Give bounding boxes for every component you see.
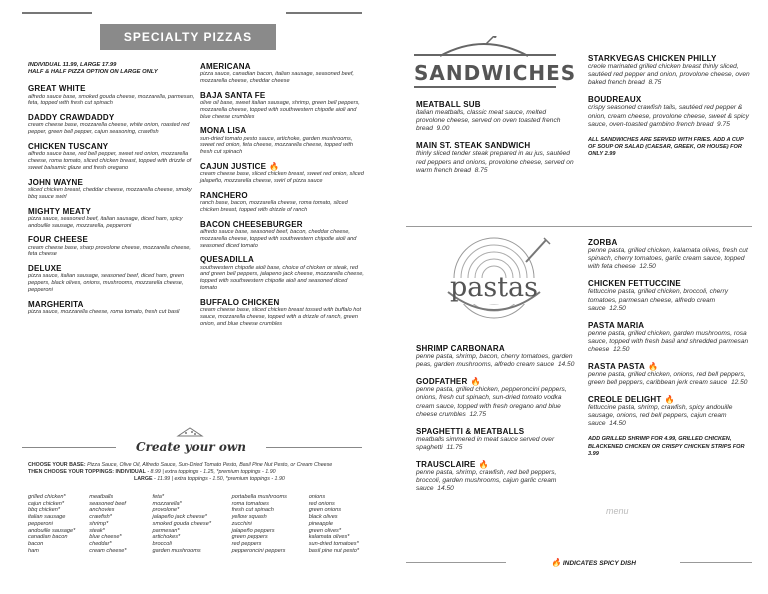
choose-base-line <box>28 462 368 469</box>
menu-item-name-text: JOHN WAYNE <box>28 177 84 187</box>
toppings-column <box>309 494 368 554</box>
menu-item-description <box>28 245 196 259</box>
specialty-pizzas-title: SPECIALTY PIZZAS <box>123 30 253 44</box>
pasta-add-note: ADD GRILLED SHRIMP FOR 4.99, GRILLED CHICKEN, BLACKENED CHICKEN OR CRISPY CHICKEN STRIPS FOR 3.99 <box>588 436 745 457</box>
menu-item-price: 12.50 <box>639 263 656 271</box>
menu-item-name-text: MIGHTY MEATY <box>28 206 91 216</box>
menu-item-name-text: BACON CHEESEBURGER <box>200 219 303 229</box>
menu-item-name-text: DELUXE <box>28 264 62 274</box>
menu-item-name <box>200 91 364 100</box>
flame-icon: 🔥 <box>478 459 489 469</box>
topping-item: sun-dried tomatoes* <box>308 540 359 547</box>
menu-item-description-text: cream cheese base, sliced chicken breast tossed with buffalo hot sauce, mozzarella cheese, topped with a drizzle of ranch, green onion, and blue cheese crumbles <box>200 306 362 327</box>
menu-item-name <box>588 321 750 330</box>
menu-item-name-text: ZORBA <box>588 238 618 247</box>
menu-item-description <box>28 122 196 136</box>
menu-item-name <box>28 142 196 151</box>
pastas-title: pastas <box>449 272 539 303</box>
sandwich-bun-icon <box>434 36 534 58</box>
topping-item: cajun chicken* <box>28 500 65 507</box>
menu-item-description <box>416 386 576 418</box>
menu-item-description <box>28 309 196 316</box>
menu-item-description <box>200 265 364 292</box>
topping-item: zucchini <box>231 520 252 527</box>
topping-item: canadian bacon <box>28 534 68 541</box>
menu-item <box>200 126 364 156</box>
topping-item: portabella mushrooms <box>231 494 287 500</box>
menu-item <box>28 264 196 294</box>
sandwich-column-1 <box>416 100 576 183</box>
menu-item-description-text: creole marinated grilled chicken breast thinly sliced, sautéed red pepper and onion, provolone cheese, oven baked french bread <box>588 63 750 87</box>
menu-item-name-text: GREAT WHITE <box>28 84 86 94</box>
menu-item <box>28 84 196 107</box>
menu-item-name-text: MARGHERITA <box>28 299 84 309</box>
topping-item: black olives <box>308 514 338 521</box>
menu-item-name <box>200 220 364 229</box>
topping-item: onions <box>308 494 326 500</box>
menu-item-name <box>28 264 196 273</box>
pasta-column-1 <box>416 344 576 501</box>
menu-item-name <box>588 54 750 63</box>
menu-item-name <box>416 377 576 386</box>
menu-item <box>200 62 364 85</box>
menu-item-description <box>416 469 576 493</box>
topping-item: broccoli <box>152 540 172 547</box>
menu-item-description-text: penne pasta, shrimp, bacon, cherry tomatoes, garden peas, garden mushrooms, alfredo cream sauce <box>416 353 573 369</box>
topping-item: smoked gouda cheese* <box>152 520 211 527</box>
topping-item: pepperoni <box>28 520 53 527</box>
menu-item-name <box>28 84 196 93</box>
menu-item <box>200 191 364 214</box>
toppings-column <box>153 494 232 554</box>
menu-item-name-text: RANCHERO <box>200 190 248 200</box>
menu-item-name <box>588 238 750 247</box>
toppings-column <box>89 494 152 554</box>
menu-item-name-text: BAJA SANTA FE <box>200 90 266 100</box>
topping-item: bbq chicken* <box>28 507 61 514</box>
menu-item-description <box>28 187 196 201</box>
menu-item <box>588 238 750 271</box>
flame-icon: 🔥 <box>648 361 659 371</box>
menu-item-name <box>416 141 576 150</box>
toppings-individual-line <box>28 469 368 476</box>
menu-item-description-text: penne pasta, shrimp, crawfish, red bell peppers, broccoli, garden mushrooms, cajun garlic cream sauce <box>416 469 557 493</box>
menu-item-description-text: fettuccine pasta, shrimp, crawfish, spicy andouille sausage, onions, red bell peppers, cajun cream sauce <box>588 404 733 428</box>
menu-item-description-text: cream cheese base, mozzarella cheese, white onion, roasted red pepper, green bell pepper, cajun seasoning, crawfish <box>28 122 190 136</box>
menu-item-name-text: GODFATHER <box>416 377 468 387</box>
menu-item <box>28 142 196 172</box>
menu-item-description <box>588 63 750 87</box>
menu-item-name-text: SHRIMP CARBONARA <box>416 344 505 353</box>
pasta-column-2 <box>588 238 750 458</box>
topping-item: green peppers <box>231 534 268 541</box>
menu-item <box>28 300 196 316</box>
topping-item: garden mushrooms <box>152 547 201 554</box>
sandwiches-logo <box>414 54 577 88</box>
spicy-rule-right <box>680 562 752 563</box>
topping-item: feta* <box>152 494 165 500</box>
toppings-column <box>28 494 89 554</box>
menu-item-description-text: sliced chicken breast, cheddar cheese, mozzarella cheese, smoky bbq sauce swirl <box>28 186 192 200</box>
menu-item-description-text: meatballs simmered in meat sauce served over spaghetti <box>416 435 555 451</box>
menu-item-name <box>588 95 750 104</box>
menu-item <box>28 207 196 230</box>
menu-item-description-text: pizza sauce, seasoned beef, italian sausage, diced ham, spicy andouille sausage, mozzarella, pepperoni <box>28 215 183 229</box>
menu-item-name <box>200 162 364 171</box>
menu-item-description-text: pizza sauce, italian sausage, seasoned beef, diced ham, green peppers, black olives, onions, mushrooms, mozzarella cheese, pepperoni <box>28 273 185 293</box>
menu-item-description-text: alfredo sauce base, smoked gouda cheese, mozzarella, parmesan, feta, topped with fresh cut spinach <box>28 93 195 107</box>
menu-item <box>588 321 750 354</box>
topping-item: artichokes* <box>152 534 181 541</box>
menu-item-description-text: fettuccine pasta, grilled chicken, broccoli, cherry tomatoes, parmesan cheese, alfredo cream sauce <box>588 288 728 312</box>
menu-item-name <box>588 362 750 371</box>
topping-item: green olives* <box>308 527 342 534</box>
menu-item-name-text: AMERICANA <box>200 62 251 71</box>
menu-item-description-text: olive oil base, sweet italian sausage, shrimp, green bell peppers, mozzarella cheese, topped with southwestern chipotle aioli and blue cheese crumbles <box>200 100 360 120</box>
topping-item: parmesan* <box>152 527 180 534</box>
menu-item-description-text: italian meatballs, classic meat sauce, melted provolone cheese, served on oven toasted french bread <box>416 109 561 133</box>
menu-item <box>416 377 576 418</box>
spicy-legend <box>502 558 682 567</box>
menu-item-name-text: PASTA MARIA <box>588 320 645 330</box>
menu-item <box>588 95 750 128</box>
section-divider <box>406 226 752 227</box>
menu-item-name <box>416 460 576 469</box>
menu-item <box>200 162 364 185</box>
menu-item-name-text: CAJUN JUSTICE <box>200 162 267 172</box>
menu-item-price: 12.75 <box>469 410 487 418</box>
menu-item-name-text: BUFFALO CHICKEN <box>200 297 280 307</box>
menu-item <box>416 344 576 369</box>
menu-item-name-text: FOUR CHEESE <box>28 235 88 245</box>
menu-item-price: 12.50 <box>730 379 748 387</box>
menu-item-description-text: southwestern chipotle aioli base, choice of chicken or steak, red and green bell peppers, jalapeno jack cheese, mozzarella cheese, topped with southwestern chipotle aioli and seasoned diced tomato <box>200 264 364 291</box>
menu-item-description-text: pizza sauce, canadian bacon, italian sausage, seasoned beef, mozzarella cheese, cheddar cheese <box>200 71 354 84</box>
menu-item-name <box>200 255 364 264</box>
menu-item <box>200 255 364 291</box>
menu-item-name <box>200 298 364 307</box>
menu-item-name-text: QUESADILLA <box>200 255 254 265</box>
menu-item-price: 9.00 <box>436 125 450 133</box>
create-your-own-title: Create your own <box>136 440 246 454</box>
menu-item-name <box>28 300 196 309</box>
menu-item-name <box>200 191 364 200</box>
pastas-logo <box>426 236 562 330</box>
menu-item-name <box>28 235 196 244</box>
menu-item-description <box>28 273 196 293</box>
topping-item: provolone* <box>152 507 180 514</box>
topping-item: fresh cut spinach <box>231 507 274 514</box>
menu-item-name <box>28 207 196 216</box>
menu-item-name-text: TRAUSCLAIRE <box>416 459 476 469</box>
right-panel <box>384 0 768 594</box>
menu-item-name <box>200 62 364 71</box>
large-label: LARGE <box>134 476 153 483</box>
sandwich-note: ALL SANDWICHES ARE SERVED WITH FRIES. ADD A CUP OF SOUP OR SALAD (CAESAR, GREEK, OR HOUSE) FOR ONLY 2.99 <box>588 136 744 158</box>
menu-item-description <box>588 247 750 271</box>
toppings-individual-text: - 8.99 | extra toppings - 1.25, *premium toppings - 1.90 <box>147 469 276 476</box>
pizza-list-1 <box>28 84 196 315</box>
spicy-legend-text: INDICATES SPICY DISH <box>562 560 636 567</box>
menu-item-name-text: CREOLE DELIGHT <box>588 395 662 405</box>
menu-item-price: 12.50 <box>609 304 626 312</box>
topping-item: mozzarella* <box>152 500 182 507</box>
banner-rule-left <box>22 12 92 14</box>
flame-icon: 🔥 <box>551 558 562 567</box>
menu-item-description-text: ranch base, bacon, mozzarella cheese, roma tomato, sliced chicken breast, topped with drizzle of ranch <box>200 200 348 213</box>
large-text: - 11.99 | extra toppings - 1.50, *premium toppings - 1.90 <box>154 476 285 483</box>
menu-item-name-text: MAIN ST. STEAK SANDWICH <box>416 141 531 151</box>
sandwich-list-2 <box>588 54 750 129</box>
menu-item <box>28 178 196 201</box>
toppings-large-line <box>28 476 368 483</box>
menu-item-description-text: penne pasta, grilled chicken, pepperoncini peppers, onions, fresh cut spinach, sun-dried tomato vodka cream sauce, topped with fresh oregano and blue cheese crumbles <box>416 386 567 418</box>
pizza-pricing-line-1: INDIVIDUAL 11.99, LARGE 17.99 <box>28 62 117 68</box>
pizza-list-2 <box>200 62 364 327</box>
menu-item-description <box>588 404 750 428</box>
topping-item: anchovies <box>89 507 115 514</box>
menu-item-name <box>588 279 750 288</box>
menu-item <box>416 141 576 174</box>
create-rule-left <box>22 447 116 448</box>
menu-item-name <box>416 100 576 109</box>
menu-item-description <box>416 109 576 133</box>
menu-item-description <box>28 151 196 171</box>
menu-item-description <box>28 94 196 108</box>
menu-item-description-text: cream cheese base, sharp provolone cheese, mozzarella cheese, feta cheese <box>28 244 191 258</box>
menu-item-price: 14.50 <box>557 361 575 369</box>
pasta-list-2 <box>588 238 750 428</box>
topping-item: shrimp* <box>89 520 109 527</box>
menu-item-description-text: alfredo sauce base, seasoned beef, bacon, cheddar cheese, mozzarella cheese, topped with southwestern chipotle aioli and seasoned diced tomato <box>200 228 357 249</box>
menu-item-description-text: thinly sliced tender steak prepared in au jus, sautéed red peppers and onions, provolone cheese, served on warm french bread <box>416 150 574 174</box>
menu-item <box>416 427 576 452</box>
flame-icon: 🔥 <box>470 377 481 387</box>
topping-item: jalapeño jack cheese* <box>152 514 207 521</box>
menu-item <box>588 362 750 387</box>
sandwich-column-2 <box>588 54 750 158</box>
choose-base-text: Pizza Sauce, Olive Oil, Alfredo Sauce, Sun-Dried Tomato Pesto, Basil Pine Nut Pesto, or Cream Cheese <box>87 462 333 468</box>
menu-item-description <box>200 307 364 327</box>
menu-item <box>28 235 196 258</box>
menu-item-name <box>200 126 364 135</box>
menu-item-description <box>200 171 364 185</box>
menu-item-name <box>416 427 576 436</box>
topping-item: blue cheese* <box>89 534 122 541</box>
menu-item-name-text: DADDY CRAWDADDY <box>28 113 115 123</box>
menu-item-description <box>416 150 576 174</box>
menu-item-description <box>200 229 364 249</box>
topping-item: crawfish* <box>89 514 112 521</box>
menu-item-description-text: penne pasta, grilled chicken, kalamata olives, fresh cut spinach, cherry tomatoes, garlic cream sauce, topped with feta cheese <box>588 247 748 271</box>
menu-item <box>588 279 750 312</box>
topping-item: cheddar* <box>89 540 112 547</box>
menu-item-description <box>200 71 364 85</box>
topping-item: grilled chicken* <box>28 494 66 500</box>
menu-item <box>416 100 576 133</box>
menu-item-name-text: MEATBALL SUB <box>416 100 481 109</box>
flame-icon: 🔥 <box>664 395 675 405</box>
menu-item-name-text: CHICKEN TUSCANY <box>28 142 109 152</box>
watermark: menu <box>606 506 629 516</box>
menu-item-description-text: crispy seasoned crawfish tails, sautéed red pepper & onion, cream cheese, provolone cheese, sweet & spicy sauce, oven-toasted gambino french bread <box>588 104 749 128</box>
menu-item-description <box>588 371 750 387</box>
topping-item: yellow squash <box>231 514 267 521</box>
topping-item: meatballs <box>89 494 114 500</box>
menu-item-price: 8.75 <box>648 79 662 87</box>
choose-base-label: CHOOSE YOUR BASE: <box>28 462 86 468</box>
specialty-pizzas-banner <box>90 24 286 50</box>
menu-item-name-text: CHICKEN FETTUCCINE <box>588 279 681 289</box>
menu-item-description <box>416 353 576 369</box>
menu-item-name-text: STARKVEGAS CHICKEN PHILLY <box>588 54 717 63</box>
toppings-column <box>232 494 309 554</box>
menu-item-description <box>588 104 750 128</box>
sandwich-list-1 <box>416 100 576 175</box>
menu-item-description <box>200 200 364 214</box>
menu-item-name-text: SPAGHETTI & MEATBALLS <box>416 426 525 436</box>
topping-item: kalamata olives* <box>308 534 350 541</box>
pizza-slice-icon <box>176 427 204 439</box>
menu-item-price: 14.50 <box>609 420 626 428</box>
topping-item: cream cheese* <box>89 547 127 554</box>
topping-item: pineapple <box>308 520 333 527</box>
pizza-column-1 <box>28 62 196 322</box>
menu-item-name <box>588 395 750 404</box>
toppings-label: THEN CHOOSE YOUR TOPPINGS: INDIVIDUAL <box>28 469 146 476</box>
topping-item: steak* <box>89 527 105 534</box>
menu-item-description-text: alfredo sauce base, red bell pepper, sweet red onion, mozzarella cheese, roma tomato, sliced chicken breast, topped with drizzle of sweet balsamic glaze and fresh oregano <box>28 151 192 171</box>
menu-item-name-text: BOUDREAUX <box>588 95 642 105</box>
menu-item <box>588 395 750 428</box>
menu-item-name <box>416 344 576 353</box>
topping-item: jalapeño peppers <box>231 527 275 534</box>
create-rule-right <box>266 447 362 448</box>
topping-item: green onions <box>308 507 342 514</box>
menu-item-description <box>588 288 750 312</box>
menu-item-price: 12.50 <box>612 345 630 353</box>
menu-item-description-text: sun-dried tomato pesto sauce, artichoke, garden mushrooms, sweet red onion, feta cheese, mozzarella cheese, topped with fresh cut spinach <box>200 135 353 156</box>
menu-item-description-text: penne pasta, grilled chicken, onions, red bell peppers, green bell peppers, caribbean jerk cream sauce <box>588 371 746 387</box>
menu-item <box>416 460 576 493</box>
topping-item: ham <box>28 547 39 554</box>
topping-item: pepperoncini peppers <box>231 547 286 554</box>
menu-item-description <box>200 136 364 156</box>
topping-item: seasoned beef <box>89 500 126 507</box>
topping-item: red peppers <box>231 540 262 547</box>
flame-icon: 🔥 <box>269 162 280 172</box>
menu-item-name-text: RASTA PASTA <box>588 361 646 371</box>
topping-item: red onions <box>308 500 335 507</box>
menu-item-price: 8.75 <box>474 166 488 174</box>
pizza-column-2 <box>200 62 364 333</box>
menu-item-price: 14.50 <box>437 485 454 493</box>
menu-item-name-text: MONA LISA <box>200 126 247 136</box>
spicy-rule-left <box>406 562 506 563</box>
pizza-pricing <box>28 62 196 76</box>
menu-item <box>588 54 750 87</box>
topping-item: bacon <box>28 540 44 547</box>
toppings-grid <box>28 494 368 554</box>
menu-item <box>200 298 364 328</box>
topping-item: italian sausage <box>28 514 66 521</box>
topping-item: andouille sausage* <box>28 527 76 534</box>
menu-item <box>200 220 364 250</box>
menu-item-name <box>28 178 196 187</box>
menu-item-description-text: cream cheese base, sliced chicken breast, sweet red onion, sliced jalapeño, mozzarella cheese, swirl of pizza sauce <box>200 171 364 185</box>
menu-item-description-text: penne pasta, grilled chicken, garden mushrooms, rosa sauce, topped with fresh basil and shredded parmesan cheese <box>588 329 749 353</box>
menu-item <box>200 91 364 121</box>
topping-item: roma tomatoes <box>231 500 269 507</box>
menu-item-description-text: pizza sauce, mozzarella cheese, roma tomato, fresh cut basil <box>28 308 180 315</box>
menu-item-price: 9.75 <box>717 120 730 128</box>
menu-item-name <box>28 113 196 122</box>
create-your-own-instructions <box>28 462 368 483</box>
topping-item: basil pine nut pesto* <box>308 547 360 554</box>
menu-item-description <box>28 216 196 230</box>
sandwiches-title: SANDWICHES <box>414 61 577 85</box>
banner-rule-right <box>286 12 362 14</box>
menu-item <box>28 113 196 136</box>
menu-item-description <box>416 436 576 452</box>
pasta-list-1 <box>416 344 576 493</box>
pizza-pricing-line-2: HALF & HALF PIZZA OPTION ON LARGE ONLY <box>28 69 158 76</box>
menu-item-price: 11.75 <box>446 443 463 451</box>
menu-item-description <box>200 100 364 120</box>
menu-item-description <box>588 330 750 354</box>
